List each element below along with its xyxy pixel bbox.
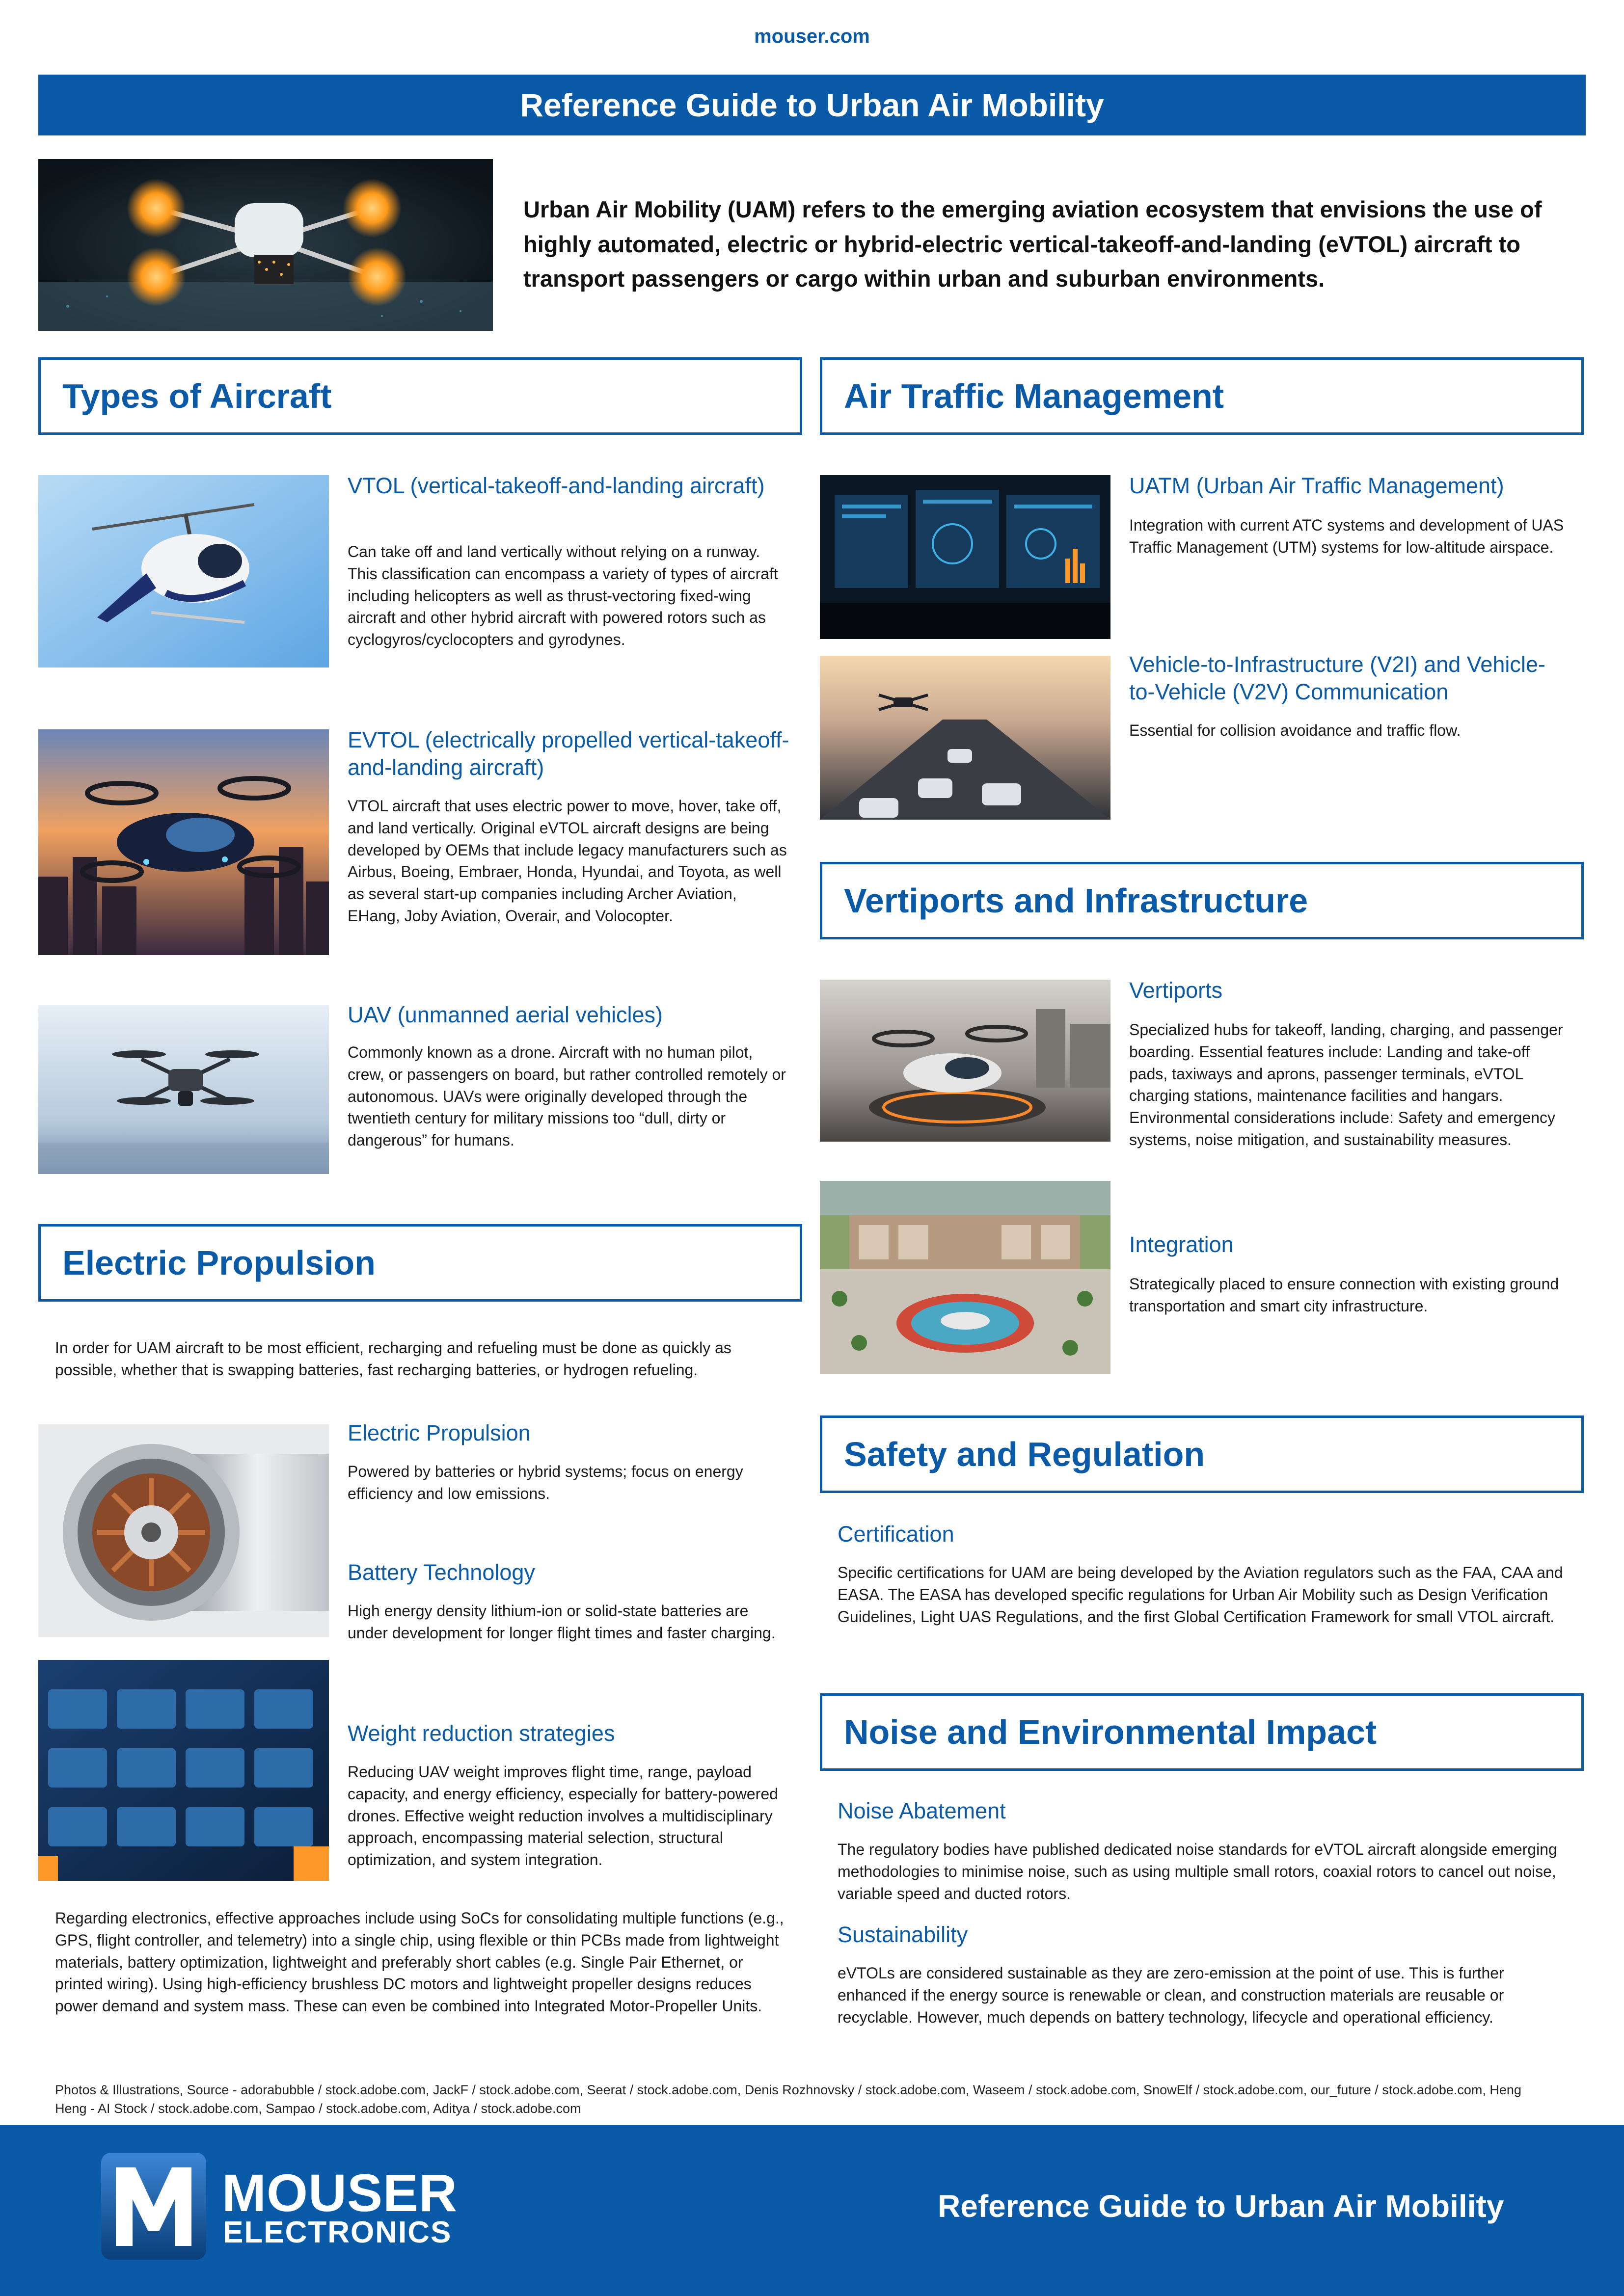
integration-hub-image: [820, 1181, 1110, 1374]
battery-technology-title: Battery Technology: [348, 1560, 535, 1585]
footer-title: Reference Guide to Urban Air Mobility: [938, 2189, 1504, 2224]
section-title-types: Types of Aircraft: [62, 377, 332, 415]
section-title-propulsion: Electric Propulsion: [62, 1244, 376, 1282]
uatm-title: UATM (Urban Air Traffic Management): [1129, 473, 1504, 498]
uav-body: Commonly known as a drone. Aircraft with no human pilot, crew, or passengers on board, but rather controlled remotely or autonomous. UAVs were originally developed through the twentieth century for military missions too “dull, dirty or dangerous” for humans.: [348, 1043, 786, 1149]
noise-abatement-body: The regulatory bodies have published dedicated noise standards for eVTOL aircraft alongside emerging methodologies to minimise noise, such as using multiple small rotors, coaxial rotors to cancel out noise, variable speed and ducted rotors.: [838, 1841, 1557, 1902]
section-title-atm: Air Traffic Management: [844, 377, 1224, 415]
propulsion-intro: In order for UAM aircraft to be most efficient, recharging and refueling must be done as quickly as possible, whether that is swapping batteries, fast recharging batteries, or hydrogen refueling.: [55, 1339, 731, 1379]
helicopter-image: [38, 475, 329, 667]
section-header-propulsion: [38, 1224, 802, 1302]
page-title: Reference Guide to Urban Air Mobility: [520, 87, 1104, 123]
section-header-types: [38, 357, 802, 435]
sustainability-title: Sustainability: [838, 1922, 968, 1947]
evtol-body: VTOL aircraft that uses electric power to move, hover, take off, and land vertically. Original eVTOL aircraft designs are being developed by OEMs that include legacy manufacturers such as Airbus, Boeing, Embraer, Honda, Hyundai, and Toyota, as well as several start-up companies including Archer Aviation, EHang, Joby Aviation, Overair, and Volocopter.: [348, 797, 787, 925]
vertiports-body: Specialized hubs for takeoff, landing, charging, and passenger boarding. Essential features include: Landing and take-off pads, taxiways and aprons, passenger terminals, eVTOL charging stations, maintenance facilities and hangars. Environmental considerations include: Safety and emergency systems, noise mitigation, and sustainability measures.: [1129, 1021, 1563, 1148]
battery-cells-image: [38, 1660, 329, 1881]
integration-title: Integration: [1129, 1232, 1234, 1257]
section-title-vertiports: Vertiports and Infrastructure: [844, 881, 1308, 920]
evtol-title: EVTOL (electrically propelled vertical-takeoff-and-landing aircraft): [348, 727, 789, 780]
certification-body: Specific certifications for UAM are being developed by the Aviation regulators such as the FAA, CAA and EASA. The EASA has developed specific regulations for Urban Air Mobility such as Design Verification Guidelines, Light UAS Regulations, and the first Global Certification Framework for small VTOL aircraft.: [838, 1564, 1563, 1626]
weight-reduction-title: Weight reduction strategies: [348, 1721, 615, 1746]
section-header-atm: [820, 357, 1584, 435]
section-header-noise: [820, 1693, 1584, 1771]
site-url[interactable]: mouser.com: [754, 26, 870, 47]
v2i-v2v-title: Vehicle-to-Infrastructure (V2I) and Vehicle-to-Vehicle (V2V) Communication: [1129, 652, 1545, 705]
logo-wordmark-electronics: ELECTRONICS: [223, 2216, 452, 2249]
propulsion-closing: Regarding electronics, effective approaches include using SoCs for consolidating multiple functions (e.g., GPS, flight controller, and telemetry) into a single chip, using flexible or thin PCBs made from lightweight materials, battery optimization, lightweight and preferably short cables (e.g. Single Pair Ethernet, or printed wiring). Using high-efficiency brushless DC motors and lightweight propeller designs reduces power demand and system mass. These can even be combined into Integrated Motor-Propeller Units.: [55, 1909, 784, 2015]
integration-body: Strategically placed to ensure connection with existing ground transportation and smart city infrastructure.: [1129, 1275, 1559, 1315]
electric-propulsion-body: Powered by batteries or hybrid systems; focus on energy efficiency and low emissions.: [348, 1463, 743, 1502]
photo-credits: Photos & Illustrations, Source - adorabubble / stock.adobe.com, JackF / stock.adobe.com, Seerat / stock.adobe.com, Denis Rozhnovsky / stock.adobe.com, Waseem / stock.adobe.com, SnowElf / stock.adobe.com, our_future / stock.adobe.com, Heng Heng - AI Stock / stock.adobe.com, Sampao / stock.adobe.com, Aditya / stock.adobe.com: [55, 2082, 1521, 2116]
intro-paragraph: Urban Air Mobility (UAM) refers to the emerging aviation ecosystem that envisions the use of highly automated, electric or hybrid-electric vertical-takeoff-and-landing (eVTOL) aircraft to transport passengers or cargo within urban and suburban environments.: [523, 196, 1542, 292]
section-title-safety: Safety and Regulation: [844, 1435, 1205, 1473]
uav-drone-image: [38, 1005, 329, 1174]
electric-motor-image: [38, 1424, 329, 1637]
section-header-vertiports: [820, 862, 1584, 939]
uatm-body: Integration with current ATC systems and development of UAS Traffic Management (UTM) systems for low-altitude airspace.: [1129, 516, 1564, 556]
battery-technology-body: High energy density lithium-ion or solid-state batteries are under development for longer flight times and faster charging.: [348, 1602, 776, 1642]
weight-reduction-body: Reducing UAV weight improves flight time, range, payload capacity, and energy efficiency, especially for battery-powered drones. Effective weight reduction involves a multidisciplinary approach, encompassing material selection, structural optimization, and system integration.: [348, 1763, 778, 1869]
vertiports-title: Vertiports: [1129, 978, 1223, 1003]
mouser-m-logo-icon[interactable]: [101, 2153, 206, 2260]
logo-wordmark-mouser: MOUSER: [222, 2163, 458, 2222]
control-room-image: [820, 475, 1110, 639]
noise-abatement-title: Noise Abatement: [838, 1798, 1006, 1823]
drone-over-traffic-image: [820, 656, 1110, 820]
sustainability-body: eVTOLs are considered sustainable as they are zero-emission at the point of use. This is further enhanced if the energy source is renewable or clean, and construction materials are reusable or recyclable. However, much depends on battery technology, lifecycle and operational efficiency.: [838, 1964, 1504, 2026]
hero-drone-image: [38, 159, 493, 331]
page-title-banner: [38, 75, 1586, 135]
vertiport-pad-image: [820, 980, 1110, 1142]
uav-title: UAV (unmanned aerial vehicles): [348, 1002, 663, 1027]
electric-propulsion-title: Electric Propulsion: [348, 1420, 531, 1445]
vtol-body: Can take off and land vertically without relying on a runway. This classification can encompass a variety of types of aircraft including helicopters as well as thrust-vectoring fixed-wing aircraft and other hybrid aircraft with powered rotors such as cyclogyros/cyclocopters and gyrodynes.: [348, 543, 778, 649]
certification-title: Certification: [838, 1522, 954, 1547]
section-title-noise: Noise and Environmental Impact: [844, 1713, 1377, 1751]
vtol-title: VTOL (vertical-takeoff-and-landing aircraft): [348, 473, 765, 498]
v2i-v2v-body: Essential for collision avoidance and traffic flow.: [1129, 721, 1461, 739]
evtol-image: [38, 729, 329, 955]
section-header-safety: [820, 1415, 1584, 1493]
